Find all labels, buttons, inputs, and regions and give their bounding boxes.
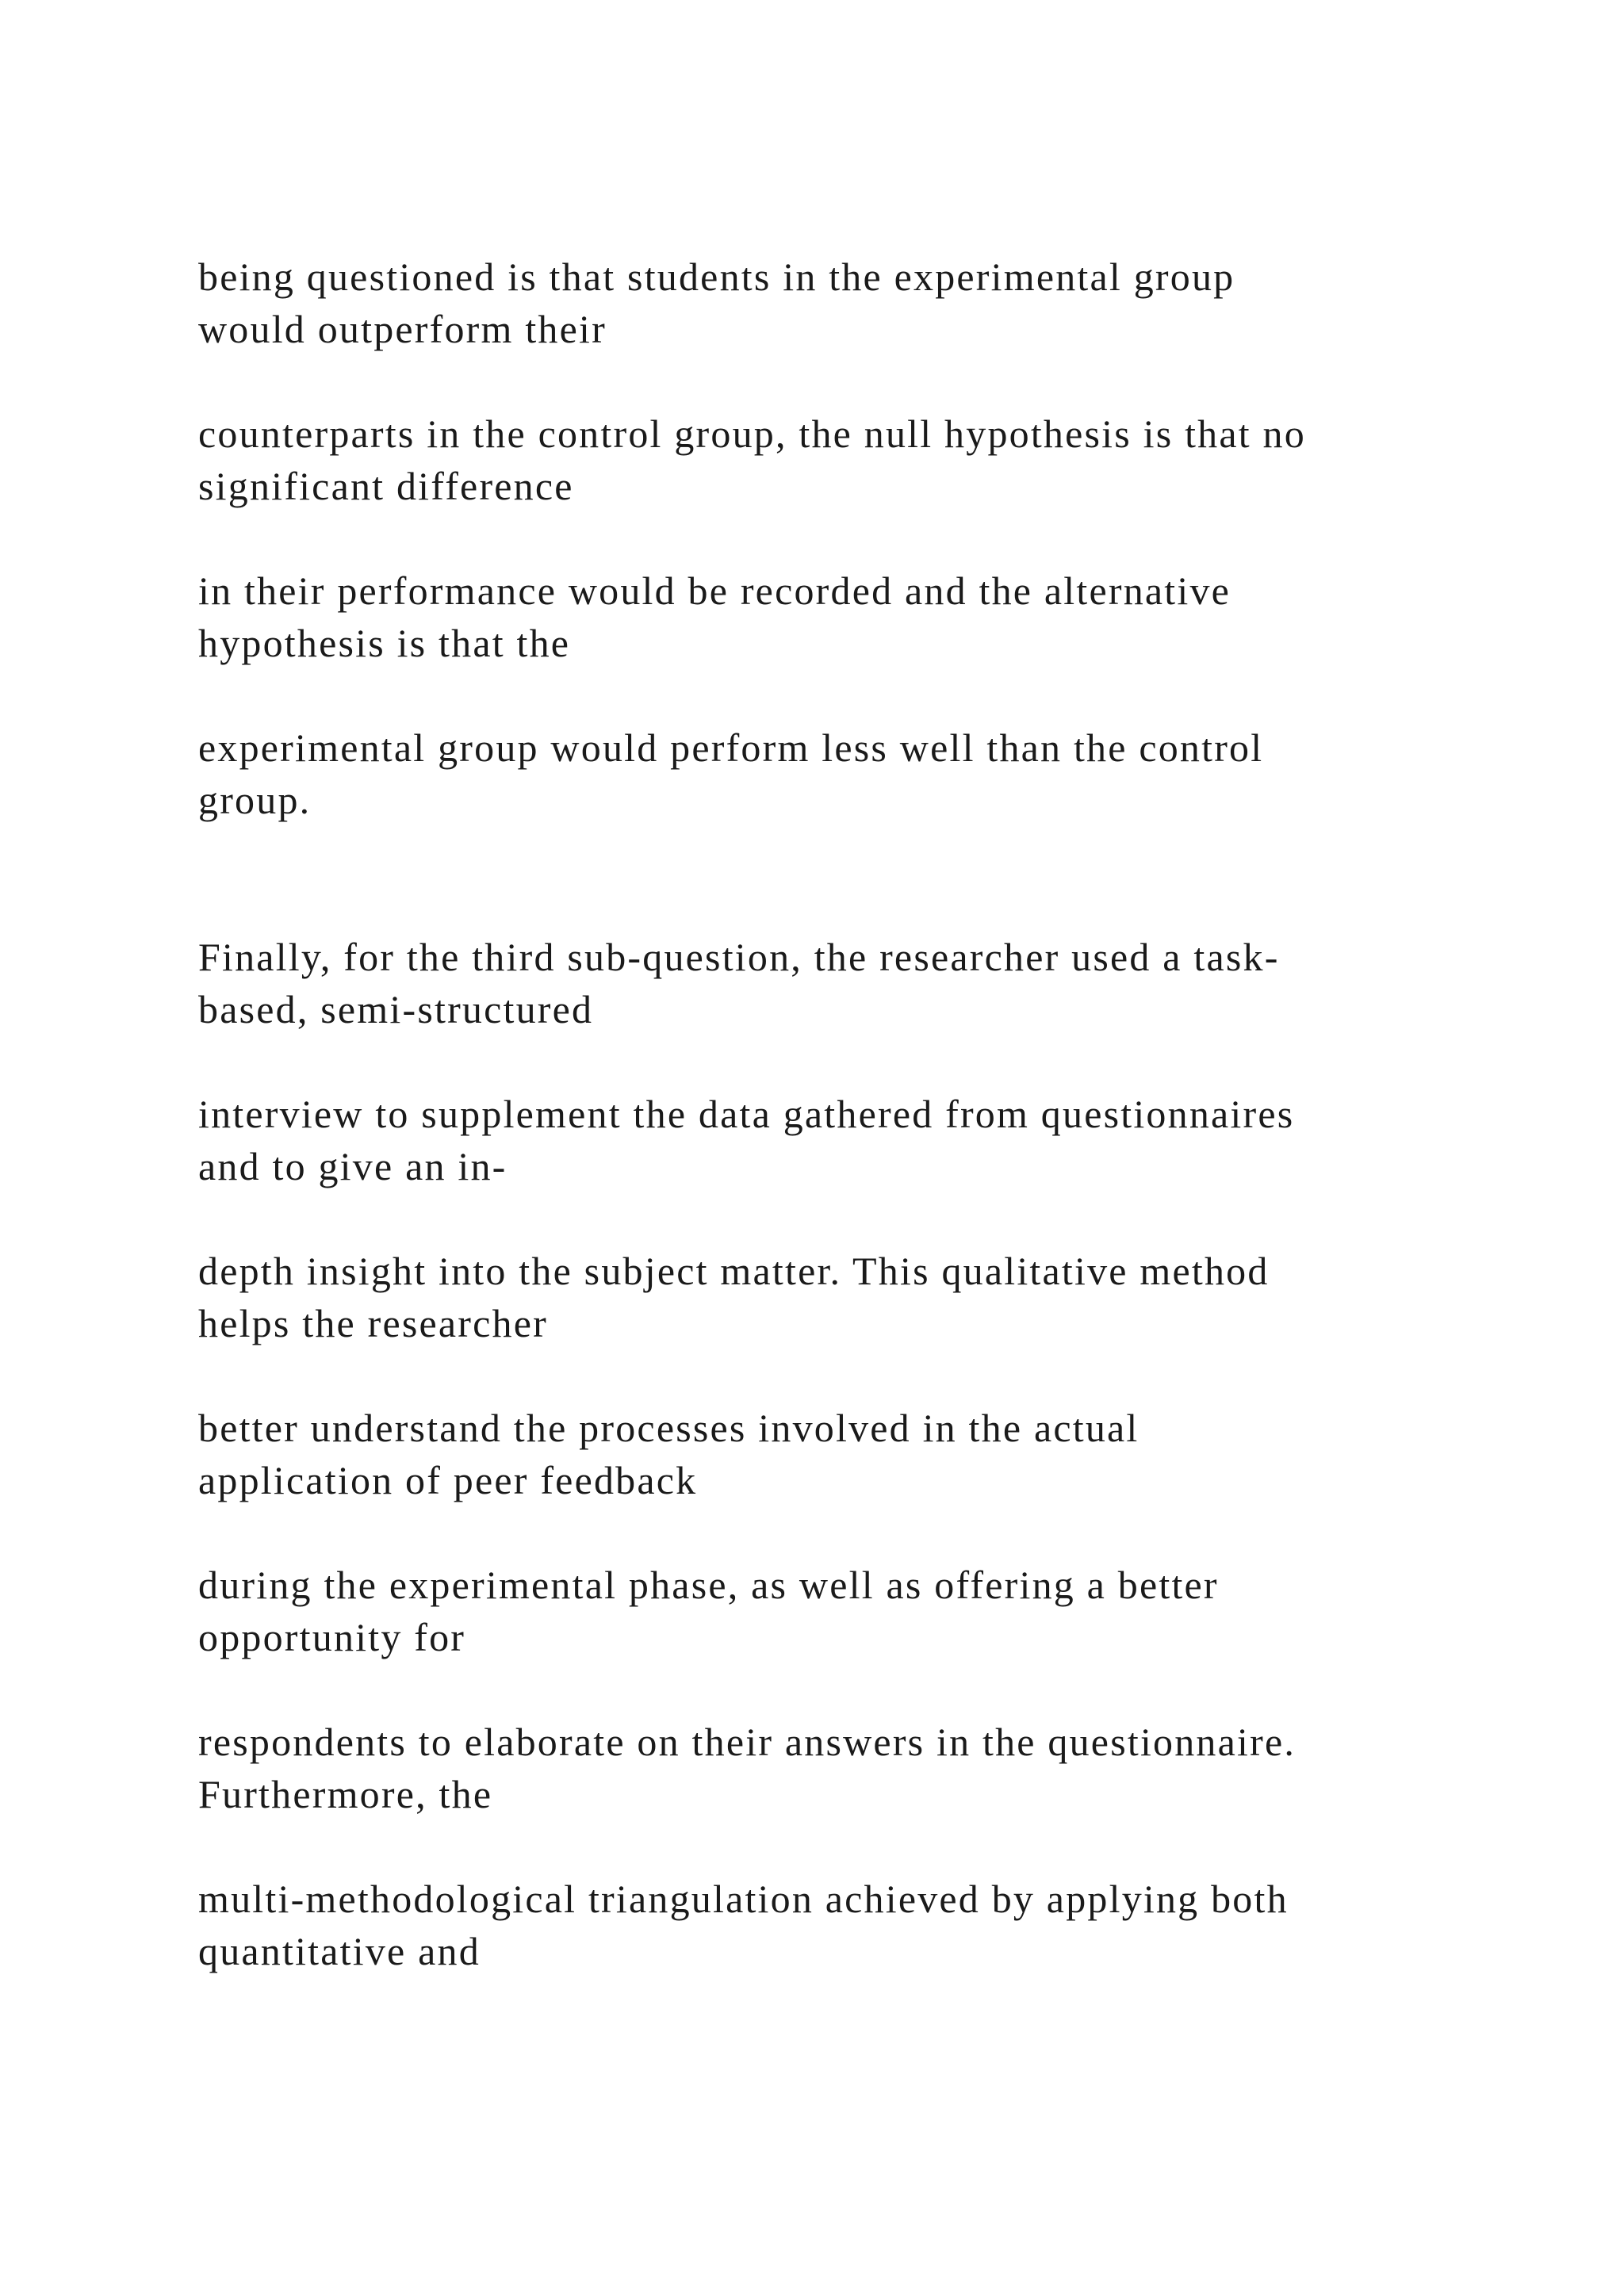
text-line: based, semi-structured — [198, 987, 594, 1031]
text-line-pair — [198, 1716, 1499, 1820]
text-line: counterparts in the control group, the null hypothesis is that no — [198, 411, 1306, 456]
text-line-pair — [198, 251, 1499, 355]
text-line: opportunity for — [198, 1615, 466, 1659]
text-line-pair — [198, 1088, 1499, 1192]
text-line: respondents to elaborate on their answers in the questionnaire. — [198, 1720, 1297, 1764]
text-line: in their performance would be recorded and the alternative — [198, 568, 1231, 613]
text-line: group. — [198, 778, 312, 822]
text-line-pair — [198, 564, 1499, 669]
text-line: Furthermore, the — [198, 1772, 493, 1816]
text-line: helps the researcher — [198, 1301, 548, 1345]
text-line: hypothesis is that the — [198, 621, 571, 665]
text-line-pair — [198, 1873, 1499, 1977]
text-line: Finally, for the third sub-question, the researcher used a task- — [198, 935, 1280, 979]
text-line: experimental group would perform less well than the control — [198, 725, 1264, 770]
text-line-pair — [198, 408, 1499, 512]
text-line: better understand the processes involved in the actual — [198, 1406, 1139, 1450]
text-line-pair — [198, 721, 1499, 826]
text-line-pair — [198, 931, 1499, 1035]
text-line-pair — [198, 1559, 1499, 1663]
text-line: interview to supplement the data gathered from questionnaires — [198, 1092, 1295, 1136]
text-line-pair — [198, 1245, 1499, 1349]
text-line: quantitative and — [198, 1929, 481, 1973]
text-line: and to give an in- — [198, 1144, 508, 1188]
text-line: application of peer feedback — [198, 1458, 698, 1502]
text-line: being questioned is that students in the experimental group — [198, 254, 1235, 299]
text-line: depth insight into the subject matter. This qualitative method — [198, 1249, 1270, 1293]
text-line: during the experimental phase, as well as offering a better — [198, 1563, 1219, 1607]
text-line-pair — [198, 1402, 1499, 1506]
text-line: significant difference — [198, 464, 574, 508]
text-line: multi-methodological triangulation achieved by applying both — [198, 1877, 1289, 1921]
text-line: would outperform their — [198, 307, 607, 351]
